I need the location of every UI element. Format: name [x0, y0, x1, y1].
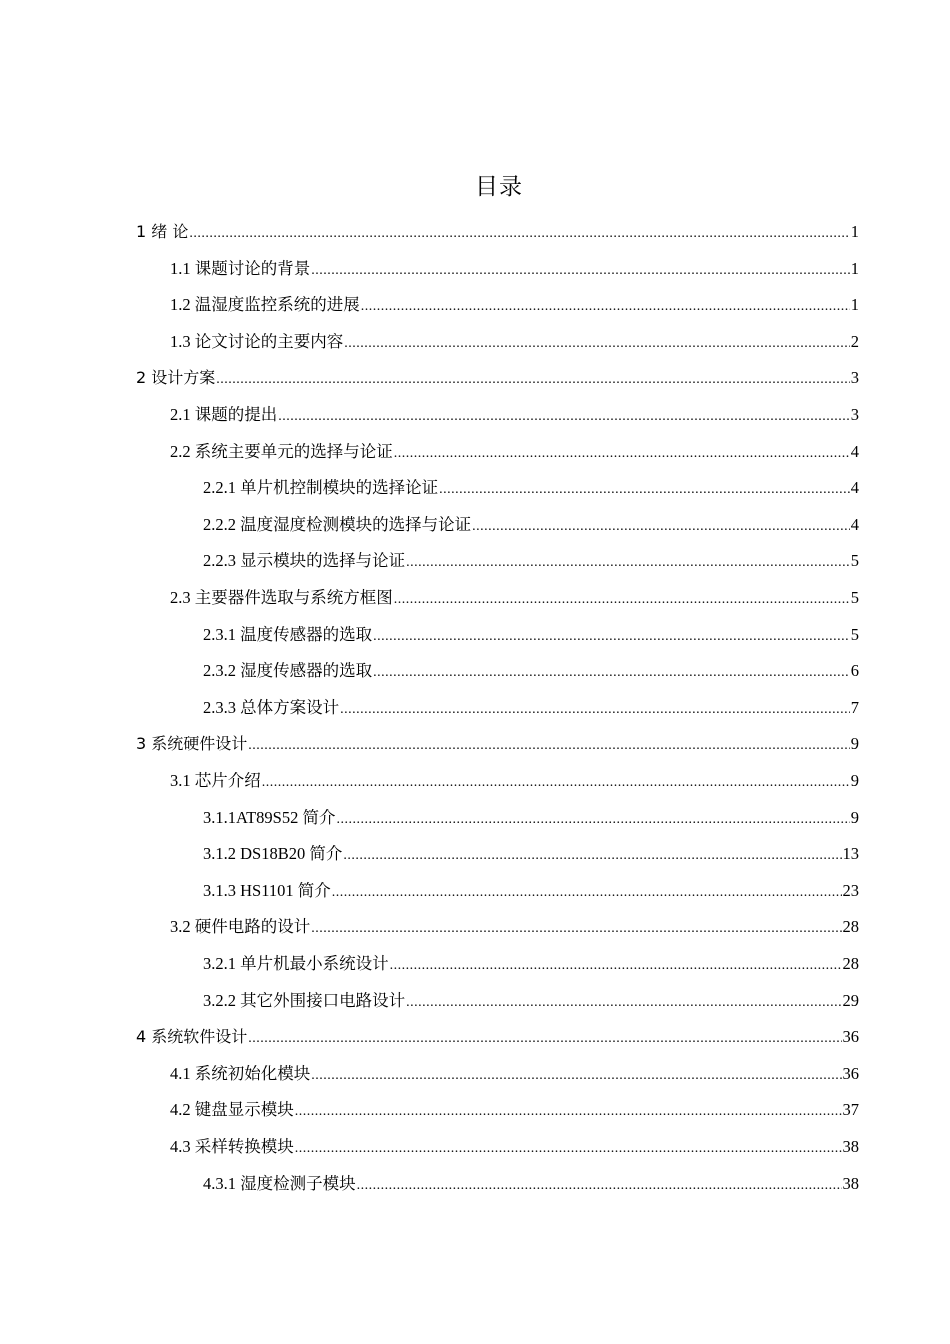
- toc-page-number: 5: [850, 624, 859, 644]
- toc-entry-title: 3.1.1AT89S52 简介: [203, 807, 336, 827]
- toc-page-number: 28: [842, 954, 859, 973]
- toc-entry-title: 2.2.2 温度湿度检测模块的选择与论证: [203, 514, 472, 534]
- toc-page-number: 23: [842, 880, 859, 900]
- page-title: 目录: [475, 174, 523, 200]
- dot-leader: [472, 509, 850, 545]
- toc-entry-level-2[interactable]: [170, 1092, 859, 1128]
- dot-leader: [340, 692, 850, 728]
- dot-leader: [311, 911, 841, 947]
- dot-leader: [295, 1094, 842, 1130]
- toc-entry-title: 1 绪 论: [136, 222, 189, 241]
- toc-entry-level-2[interactable]: [170, 287, 859, 323]
- toc-page-number: 9: [850, 734, 859, 754]
- toc-page-number: 4: [850, 478, 859, 498]
- toc-entry-level-3[interactable]: [203, 946, 859, 982]
- toc-entry-title: 4.3 采样转换模块: [170, 1137, 294, 1156]
- toc-page-number: 3: [850, 405, 859, 424]
- toc-entry-title: 2.3.3 总体方案设计: [203, 697, 340, 717]
- toc-page-number: 2: [850, 331, 859, 351]
- toc-entry-level-2[interactable]: [170, 324, 859, 360]
- toc-page-number: 4: [850, 441, 859, 461]
- dot-leader: [248, 728, 849, 764]
- toc-entry-title: 4 系统软件设计: [136, 1027, 248, 1047]
- toc-page-number: 1: [850, 222, 859, 241]
- toc-entry-title: 4.2 键盘显示模块: [170, 1100, 294, 1120]
- dot-leader: [311, 253, 850, 289]
- toc-page-number: 9: [850, 807, 859, 827]
- dot-leader: [394, 436, 850, 472]
- toc-entry-title: 3.2.2 其它外围接口电路设计: [203, 990, 406, 1010]
- toc-entry-level-2[interactable]: [170, 580, 859, 616]
- toc-page-number: 4: [850, 514, 859, 534]
- toc-entry-level-3[interactable]: [203, 543, 859, 579]
- dot-leader: [332, 875, 842, 911]
- dot-leader: [357, 1168, 842, 1204]
- dot-leader: [390, 948, 842, 984]
- dot-leader: [216, 362, 849, 398]
- toc-entry-title: 3.1 芯片介绍: [170, 771, 261, 790]
- toc-entry-level-1[interactable]: [136, 726, 859, 762]
- toc-entry-level-3[interactable]: [203, 617, 859, 653]
- toc-entry-level-1[interactable]: [136, 214, 859, 250]
- toc-entry-title: 1.1 课题讨论的背景: [170, 258, 311, 278]
- toc-entry-level-1[interactable]: [136, 1019, 859, 1055]
- toc-entry-title: 3 系统硬件设计: [136, 734, 248, 754]
- dot-leader: [361, 289, 850, 325]
- toc-entry-level-3[interactable]: [203, 1166, 859, 1202]
- toc-page-number: 13: [842, 844, 859, 864]
- toc-entry-title: 2 设计方案: [136, 368, 216, 388]
- toc-entry-level-3[interactable]: [203, 690, 859, 726]
- toc-entry-title: 2.3.2 湿度传感器的选取: [203, 661, 373, 681]
- dot-leader: [311, 1058, 841, 1094]
- toc-page-number: 38: [842, 1137, 859, 1156]
- toc-entry-level-2[interactable]: [170, 1129, 859, 1165]
- toc-entry-level-3[interactable]: [203, 836, 859, 872]
- dot-leader: [343, 838, 841, 874]
- dot-leader: [373, 655, 850, 691]
- dot-leader: [278, 399, 850, 435]
- toc-entry-level-2[interactable]: [170, 1056, 859, 1092]
- dot-leader: [295, 1131, 842, 1167]
- toc-entry-title: 1.3 论文讨论的主要内容: [170, 331, 344, 351]
- toc-entry-level-3[interactable]: [203, 470, 859, 506]
- toc-page-number: 37: [842, 1100, 859, 1120]
- dot-leader: [262, 765, 850, 801]
- dot-leader: [406, 985, 841, 1021]
- toc-page-number: 36: [842, 1063, 859, 1083]
- toc-entry-level-1[interactable]: [136, 360, 859, 396]
- toc-entry-level-3[interactable]: [203, 983, 859, 1019]
- toc-page-number: 38: [842, 1173, 859, 1193]
- toc-entry-level-2[interactable]: [170, 397, 859, 433]
- toc-entry-level-3[interactable]: [203, 507, 859, 543]
- toc-entry-level-2[interactable]: [170, 434, 859, 470]
- toc-page-number: 28: [842, 917, 859, 937]
- toc-page-number: 5: [850, 551, 859, 571]
- toc-page-number: 36: [842, 1027, 859, 1047]
- dot-leader: [373, 619, 850, 655]
- dot-leader: [248, 1021, 841, 1057]
- toc-entry-title: 3.1.2 DS18B20 简介: [203, 844, 343, 864]
- toc-entry-title: 3.2.1 单片机最小系统设计: [203, 954, 389, 973]
- toc-entry-title: 2.3.1 温度传感器的选取: [203, 624, 373, 644]
- toc-entry-level-2[interactable]: [170, 909, 859, 945]
- toc-entry-title: 2.2 系统主要单元的选择与论证: [170, 441, 393, 461]
- dot-leader: [406, 545, 850, 581]
- toc-entry-level-2[interactable]: [170, 251, 859, 287]
- dot-leader: [394, 582, 850, 618]
- toc-entry-title: 1.2 温湿度监控系统的进展: [170, 295, 360, 315]
- toc-page-number: 7: [850, 697, 859, 717]
- toc-page-number: 1: [850, 258, 859, 278]
- toc-entry-title: 4.1 系统初始化模块: [170, 1063, 311, 1083]
- toc-page-number: 5: [850, 588, 859, 607]
- toc-entry-title: 2.2.3 显示模块的选择与论证: [203, 551, 406, 571]
- toc-entry-title: 3.2 硬件电路的设计: [170, 917, 311, 937]
- dot-leader: [336, 802, 849, 838]
- toc-page-number: 9: [850, 771, 859, 790]
- toc-page-number: 29: [842, 990, 859, 1010]
- toc-entry-title: 2.3 主要器件选取与系统方框图: [170, 588, 393, 607]
- toc-entry-level-3[interactable]: [203, 873, 859, 909]
- toc-page-number: 1: [850, 295, 859, 315]
- toc-entry-level-3[interactable]: [203, 653, 859, 689]
- dot-leader: [439, 472, 850, 508]
- toc-entry-title: 3.1.3 HS1101 简介: [203, 880, 331, 900]
- toc-entry-level-2[interactable]: [170, 763, 859, 799]
- toc-entry-title: 4.3.1 湿度检测子模块: [203, 1173, 356, 1193]
- toc-page-number: 3: [850, 368, 859, 388]
- toc-entry-title: 2.2.1 单片机控制模块的选择论证: [203, 478, 439, 498]
- toc-entry-title: 2.1 课题的提出: [170, 405, 278, 424]
- toc-page-number: 6: [850, 661, 859, 681]
- dot-leader: [189, 216, 849, 252]
- toc-entry-level-3[interactable]: [203, 800, 859, 836]
- dot-leader: [344, 326, 850, 362]
